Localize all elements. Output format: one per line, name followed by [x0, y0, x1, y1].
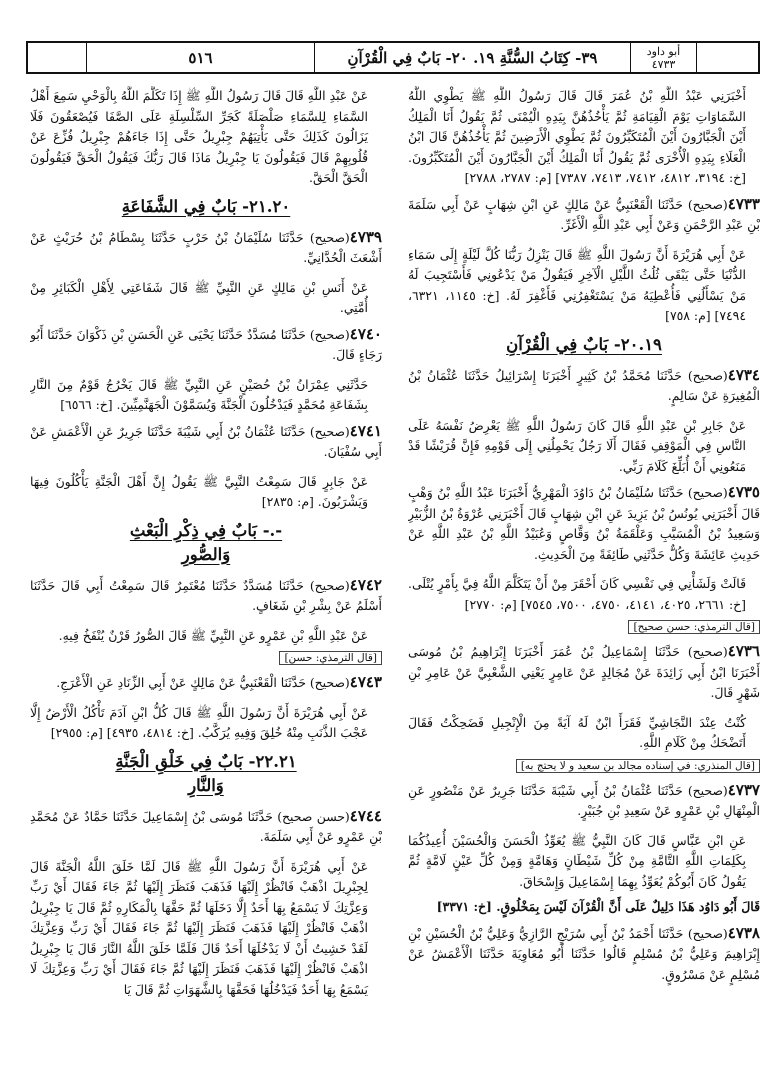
hadith-chain [30, 227, 382, 269]
hadith-chain-text: (صحيح) حَدَّثَنَا مُسَدَّدٌ حَدَّثَنَا مُعْتَمِرٌ قَالَ سَمِعْتُ أَبِي قَالَ حَدَّثَنَا أَسْلَمُ عَنْ بِشْرِ بْنِ شَغَافٍ. [30, 577, 382, 613]
hadith-chain-text: (صحيح) حَدَّثَنَا إِسْمَاعِيلُ بْنُ عُمَرَ أَخْبَرَنَا إِبْرَاهِيمُ بْنُ مُوسَى أَخْبَرَنَا ابْنُ أَبِي زَائِدَةَ عَنْ مُجَالِدٍ عَنْ عَامِرٍ يَعْنِي الشَّعْبِيَّ عَنْ عَامِرِ بْنِ شَهْرٍ قَالَ. [408, 644, 760, 700]
hadith-number: ٤٧٤٣ [349, 673, 382, 691]
hadith-number: ٤٧٣٣ [727, 194, 760, 213]
hadith-chain [30, 575, 382, 617]
left-column [30, 86, 382, 1078]
chapter-heading-line1: ٢٢.٢١- بَابٌ فِي خَلْقِ الْجَنَّةِ [115, 751, 297, 771]
hadith-text: عَنْ جَابِرِ بْنِ عَبْدِ اللَّهِ قَالَ كَانَ رَسُولُ اللَّهِ ﷺ يَعْرِضُ نَفْسَهُ عَلَى النَّاسِ فِي الْمَوْقِفِ فَقَالَ أَلَا رَجُلٌ يَحْمِلُنِي إِلَى قَوْمِهِ فَإِنَّ قُرَيْشًا قَدْ مَنَعُونِي أَنْ أُبَلِّغَ كَلَامَ رَبِّي. [408, 417, 746, 474]
hadith-number: ٤٧٣٩ [349, 227, 382, 246]
hadith-chain [30, 672, 382, 694]
hadith-text: عَنْ أَنَسِ بْنِ مَالِكٍ عَنِ النَّبِيِّ ﷺ قَالَ شَفَاعَتِي لِأَهْلِ الْكَبَائِرِ مِنْ أُمَّتِي. [30, 279, 368, 315]
hadith-text: عَنْ عَبْدِ اللَّهِ بْنِ عَمْرٍو عَنِ النَّبِيِّ ﷺ قَالَ الصُّورُ قَرْنٌ يُنْفَخُ فِيهِ. [58, 627, 368, 643]
hadith-number: ٤٧٣٧ [727, 780, 760, 799]
hadith-number: ٤٧٣٤ [727, 365, 760, 384]
book-reference [630, 43, 696, 72]
hadith-chain-text: (صحيح) حَدَّثَنَا سُلَيْمَانُ بْنُ حَرْبٍ حَدَّثَنَا بِسْطَامُ بْنُ حُرَيْثٍ عَنْ أَشْعَثَ الْحُدَّانِيِّ. [30, 229, 382, 265]
hadith-text: عَنْ عَبْدِ اللَّهِ قَالَ قَالَ رَسُولُ اللَّهِ ﷺ إِذَا تَكَلَّمَ اللَّهُ بِالْوَحْيِ سَمِعَ أَهْلُ السَّمَاءِ لِلسَّمَاءِ صَلْصَلَةً كَجَرِّ السِّلْسِلَةِ عَلَى الصَّفَا فَيُصْعَقُونَ فَلَا يَزَالُونَ كَذَلِكَ حَتَّى يَأْتِيَهُمْ جِبْرِيلُ حَتَّى إِذَا جَاءَهُمْ جِبْرِيلُ فُزِّعَ عَنْ قُلُوبِهِمْ قَالَ فَيَقُولُونَ يَا جِبْرِيلُ مَاذَا قَالَ رَبُّكَ فَيَقُولُ الْحَقَّ فَيَقُولُونَ الْحَقَّ الْحَقَّ. [30, 88, 368, 185]
hadith-number: ٤٧٣٨ [727, 923, 760, 942]
header-title: ٣٩- كِتَابُ السُّنَّةِ ١٩. ٢٠- بَابٌ فِي الْقُرْآنِ [314, 43, 630, 72]
hadith-text: قَالَتْ وَلَشَأْنِي فِي نَفْسِي كَانَ أَحْقَرَ مِنْ أَنْ يَتَكَلَّمَ اللَّهُ فِيَّ بِأَمْرٍ يُتْلَى. [خ: ٢٦٦١، ٤٠٢٥، ٤١٤١، ٤٧٥٠، ٧٥٠٠، ٧٥٤٥] [م: ٢٧٧٠] [408, 576, 746, 612]
hadith-chain-text: (صحيح) حَدَّثَنَا مُحَمَّدُ بْنُ كَثِيرٍ أَخْبَرَنَا إِسْرَائِيلُ حَدَّثَنَا عُثْمَانُ بْنُ الْمُغِيرَةِ عَنْ سَالِمٍ. [408, 367, 760, 403]
hadith-chain-text: (صحيح) حَدَّثَنَا أَحْمَدُ بْنُ أَبِي سُرَيْجٍ الرَّازِيُّ وَعَلِيُّ بْنُ الْحُسَيْنِ بْنِ إِبْرَاهِيمَ وَعَلِيُّ بْنُ مُسْلِمٍ قَالُوا حَدَّثَنَا أَبُو مُعَاوِيَةَ حَدَّثَنَا الْأَعْمَشُ عَنْ مُسْلِمٍ عَنْ مَسْرُوقٍ. [408, 925, 760, 982]
hadith-chain-text: (صحيح) حَدَّثَنَا الْقَعْنَبِيُّ عَنْ مَالِكٍ عَنِ ابْنِ شِهَابٍ عَنْ أَبِي سَلَمَةَ بْنِ عَبْدِ الرَّحْمَنِ وَعَنْ أَبِي عَبْدِ اللَّهِ الْأَغَرِّ. [408, 196, 760, 232]
hadith-chain-text: (صحيح) حَدَّثَنَا عُثْمَانُ بْنُ أَبِي شَيْبَةَ حَدَّثَنَا جَرِيرٌ عَنْ مَنْصُورٍ عَنِ الْمِنْهَالِ بْنِ عَمْرٍو عَنْ سَعِيدِ بْنِ جُبَيْرٍ. [408, 782, 760, 818]
hadith-number: ٤٧٤٤ [349, 806, 382, 825]
book-hadith-number: ٤٧٣٣ [651, 57, 676, 71]
grading-note [408, 620, 760, 635]
hadith-number: ٤٧٣٥ [727, 483, 760, 501]
chapter-heading-line1: -.- بَابٌ فِي ذِكْرِ الْبَعْثِ [129, 520, 283, 540]
page-header [26, 41, 760, 74]
hadith-text: عَنِ ابْنِ عَبَّاسٍ قَالَ كَانَ النَّبِيُّ ﷺ يُعَوِّذُ الْحَسَنَ وَالْحُسَيْنَ أُعِيذُكُمَا بِكَلِمَاتِ اللَّهِ التَّامَّةِ مِنْ كُلِّ شَيْطَانٍ وَهَامَّةٍ وَمِنْ كُلِّ عَيْنٍ لَامَّةٍ ثُمَّ يَقُولُ كَانَ أَبُوكُمْ يُعَوِّذُ بِهِمَا إِسْمَاعِيلَ وَإِسْحَاقَ. [408, 832, 746, 889]
hadith-chain-text: (حسن صحيح) حَدَّثَنَا مُوسَى بْنُ إِسْمَاعِيلَ حَدَّثَنَا حَمَّادٌ عَنْ مُحَمَّدِ بْنِ عَمْرٍو عَنْ أَبِي سَلَمَةَ. [30, 808, 382, 844]
hadith-chain [408, 482, 760, 565]
hadith-chain [408, 365, 760, 407]
hadith-chain [408, 641, 760, 704]
grading-note [30, 651, 382, 666]
chapter-heading: ٢١.٢٠- بَابٌ فِي الشَّفَاعَةِ [121, 196, 291, 216]
book-label: أبو داود [646, 44, 681, 58]
hadith-chain-text: (صحيح) حَدَّثَنَا مُسَدَّدٌ حَدَّثَنَا يَحْيَى عَنِ الْحَسَنِ بْنِ ذَكْوَانَ حَدَّثَنَا أَبُو رَجَاءٍ قَالَ. [30, 326, 382, 362]
chapter-heading: ٢٠.١٩- بَابٌ فِي الْقُرْآنِ [506, 334, 662, 354]
author-comment: قَالَ أَبُو دَاوُد هَذَا دَلِيلٌ عَلَى أَنَّ الْقُرْآنَ لَيْسَ بِمَخْلُوقٍ. [خ: ٣٣٧١] [436, 899, 760, 914]
hadith-text: عَنْ أَبِي هُرَيْرَةَ أَنَّ رَسُولَ اللَّهِ ﷺ قَالَ لَمَّا خَلَقَ اللَّهُ الْجَنَّةَ قَالَ لِجِبْرِيلَ اذْهَبْ فَانْظُرْ إِلَيْهَا فَذَهَبَ فَنَظَرَ إِلَيْهَا ثُمَّ جَاءَ فَقَالَ أَيْ رَبِّ وَعِزَّتِكَ لَا يَسْمَعُ بِهَا أَحَدٌ إِلَّا دَخَلَهَا ثُمَّ حَفَّهَا بِالْمَكَارِهِ ثُمَّ قَالَ يَا جِبْرِيلُ اذْهَبْ فَانْظُرْ إِلَيْهَا فَذَهَبَ فَنَظَرَ إِلَيْهَا ثُمَّ جَاءَ فَقَالَ أَيْ رَبِّ وَعِزَّتِكَ لَقَدْ خَشِيتُ أَنْ لَا يَدْخُلَهَا أَحَدٌ قَالَ فَلَمَّا خَلَقَ اللَّهُ النَّارَ قَالَ يَا جِبْرِيلُ اذْهَبْ فَانْظُرْ إِلَيْهَا فَذَهَبَ فَنَظَرَ إِلَيْهَا ثُمَّ جَاءَ فَقَالَ أَيْ رَبِّ وَعِزَّتِكَ لَا يَسْمَعُ بِهَا أَحَدٌ فَيَدْخُلُهَا فَحَفَّهَا بِالشَّهَوَاتِ ثُمَّ قَالَ يَا [30, 858, 368, 997]
chapter-heading-line2: وَالنَّارِ [188, 775, 224, 795]
hadith-chain-text: (صحيح) حَدَّثَنَا سُلَيْمَانُ بْنُ دَاوُدَ الْمَهْرِيُّ أَخْبَرَنَا عَبْدُ اللَّهِ بْنُ وَهْبٍ قَالَ أَخْبَرَنِي يُونُسُ بْنُ يَزِيدَ عَنِ ابْنِ شِهَابٍ قَالَ أَخْبَرَنِي عُرْوَةُ بْنُ الزُّبَيْرِ وَسَعِيدُ بْنُ الْمُسَيَّبِ وَعَلْقَمَةُ بْنُ وَقَّاصٍ وَعُبَيْدُ اللَّهِ بْنُ عَبْدِ اللَّهِ عَنْ حَدِيثِ عَائِشَةَ وَكُلٌّ حَدَّثَنِي طَائِفَةً مِنَ الْحَدِيثِ. [408, 485, 760, 562]
page-number: ٥١٦ [86, 43, 314, 72]
hadith-number: ٤٧٤٠ [349, 324, 382, 343]
hadith-text: حَدَّثَنِي عِمْرَانُ بْنُ حُصَيْنٍ عَنِ النَّبِيِّ ﷺ قَالَ يَخْرُجُ قَوْمٌ مِنَ النَّارِ بِشَفَاعَةِ مُحَمَّدٍ فَيَدْخُلُونَ الْجَنَّةَ وَيُسَمَّوْنَ الْجَهَنَّمِيِّينَ. [خ: ٦٥٦٦] [30, 376, 368, 412]
hadith-chain [30, 324, 382, 366]
chapter-heading [30, 750, 382, 798]
hadith-chain [408, 194, 760, 236]
hadith-chain-text: (صحيح) حَدَّثَنَا الْقَعْنَبِيُّ عَنْ مَالِكٍ عَنْ أَبِي الزِّنَادِ عَنِ الْأَعْرَجِ. [56, 675, 350, 690]
grading-note [408, 759, 760, 774]
header-left-blank [28, 43, 86, 72]
hadith-number: ٤٧٣٦ [727, 642, 760, 660]
hadith-text: عَنْ أَبِي هُرَيْرَةَ أَنَّ رَسُولَ اللَّهِ ﷺ قَالَ يَنْزِلُ رَبُّنَا كُلَّ لَيْلَةٍ إِلَى سَمَاءِ الدُّنْيَا حَتَّى يَبْقَى ثُلُثُ اللَّيْلِ الْآخِرِ فَيَقُولُ مَنْ يَدْعُونِي فَأَسْتَجِيبَ لَهُ مَنْ يَسْأَلُنِي فَأُعْطِيَهُ مَنْ يَسْتَغْفِرُنِي فَأَغْفِرَ لَهُ. [خ: ١١٤٥، ٦٣٢١، ٧٤٩٤] [م: ٧٥٨] [408, 246, 746, 323]
hadith-chain [30, 806, 382, 848]
hadith-chain-text: (صحيح) حَدَّثَنَا عُثْمَانُ بْنُ أَبِي شَيْبَةَ حَدَّثَنَا جَرِيرٌ عَنِ الْأَعْمَشِ عَنْ أَبِي سُفْيَانَ. [30, 423, 382, 459]
chapter-heading [30, 519, 382, 567]
hadith-number: ٤٧٤١ [349, 421, 382, 440]
grading-note-text: [قال الترمذي: حسن صحيح] [628, 620, 760, 634]
hadith-chain [408, 780, 760, 822]
hadith-text: عَنْ جَابِرٍ قَالَ سَمِعْتُ النَّبِيَّ ﷺ يَقُولُ إِنَّ أَهْلَ الْجَنَّةِ يَأْكُلُونَ فِيهَا وَيَشْرَبُونَ. [م: ٢٨٣٥] [30, 473, 368, 509]
grading-note-text: [قال الترمذي: حسن] [279, 651, 382, 665]
hadith-chain [30, 421, 382, 463]
hadith-text: كُنْتُ عِنْدَ النَّجَاشِيِّ فَقَرَأَ ابْنٌ لَهُ آيَةً مِنَ الْإِنْجِيلِ فَضَحِكْتُ فَقَالَ أَتَضْحَكُ مِنْ كَلَامِ اللَّهِ. [408, 714, 746, 750]
header-right-blank [696, 43, 758, 72]
hadith-text: أَخْبَرَنِي عَبْدُ اللَّهِ بْنُ عُمَرَ قَالَ قَالَ رَسُولُ اللَّهِ ﷺ يَطْوِي اللَّهُ السَّمَاوَاتِ يَوْمَ الْقِيَامَةِ ثُمَّ يَأْخُذُهُنَّ بِيَدِهِ الْيُمْنَى ثُمَّ يَقُولُ أَنَا الْمَلِكُ أَيْنَ الْجَبَّارُونَ أَيْنَ الْمُتَكَبِّرُونَ ثُمَّ يَطْوِي الْأَرَضِينَ ثُمَّ يَأْخُذُهُنَّ قَالَ ابْنُ الْعَلَاءِ بِيَدِهِ الْأُخْرَى ثُمَّ يَقُولُ أَنَا الْمَلِكُ أَيْنَ الْجَبَّارُونَ أَيْنَ الْمُتَكَبِّرُونَ. [خ: ٣١٩٤، ٤٨١٢، ٧٤١٢، ٧٤١٣، ٧٣٨٧] [م: ٢٧٨٧، ٢٧٨٨] [408, 88, 746, 185]
chapter-heading-line2: وَالصُّورِ [181, 544, 231, 564]
right-column [408, 86, 760, 1078]
hadith-chain [408, 923, 760, 986]
hadith-text: عَنْ أَبِي هُرَيْرَةَ أَنَّ رَسُولَ اللَّهِ ﷺ قَالَ كُلُّ ابْنِ آدَمَ تَأْكُلُ الْأَرْضُ إِلَّا عَجْبَ الذَّنَبِ مِنْهُ خُلِقَ وَفِيهِ يُرَكَّبُ. [خ: ٤٨١٤، ٤٩٣٥] [م: ٢٩٥٥] [30, 704, 368, 740]
hadith-number: ٤٧٤٢ [349, 575, 382, 594]
grading-note-text: [قال المنذري: في إسناده مجالد بن سعيد و لا يحتج به] [516, 759, 760, 773]
